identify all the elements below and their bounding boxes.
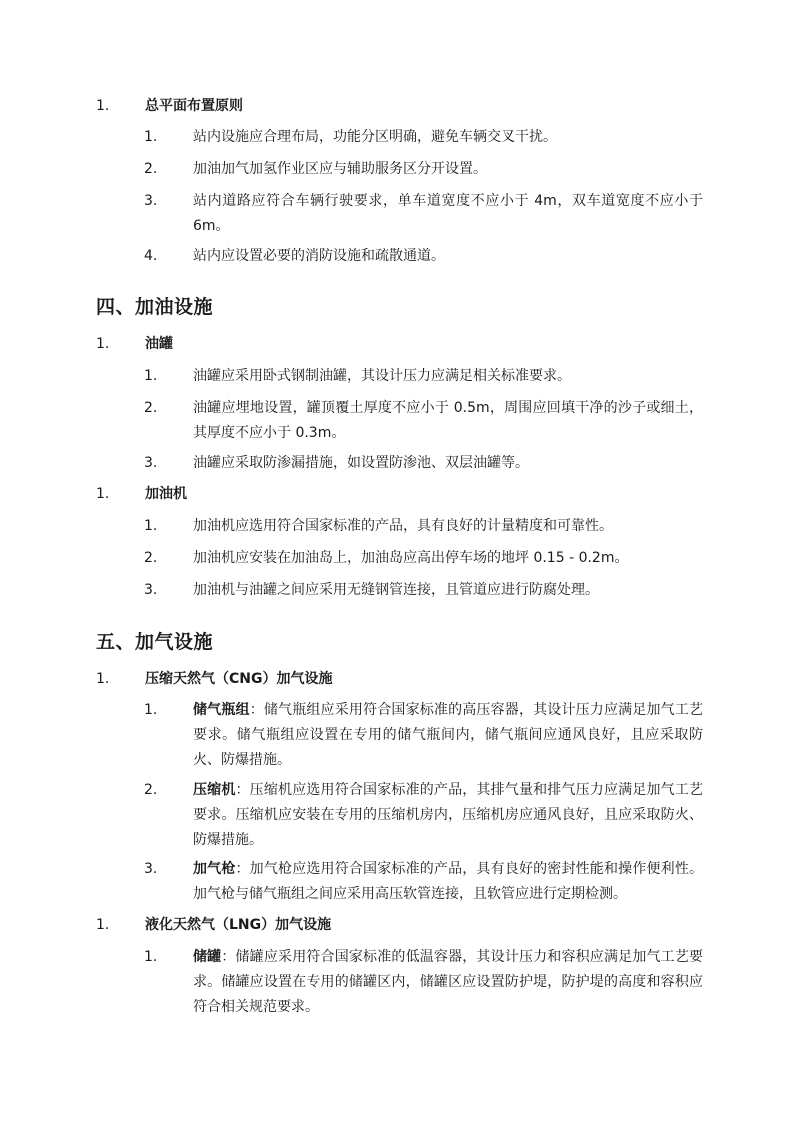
subheading-title: 加油机: [145, 486, 187, 502]
list-item-body: ：储气瓶组应采用符合国家标准的高压容器，其设计压力应满足加气工艺要求。储气瓶组应设置在专用的储气瓶间内，储气瓶间应通风良好，且应采取防火、防爆措施。: [193, 702, 703, 768]
subheading-dispenser: [96, 483, 706, 505]
subheading-lng: [96, 914, 706, 936]
list-item-body: ：储罐应采用符合国家标准的低温容器，其设计压力和容积应满足加气工艺要求。储罐应设置在专用的储罐区内，储罐区应设置防护堤，防护堤的高度和容积应符合相关规范要求。: [193, 949, 703, 1015]
section-heading-refueling: 四、加油设施: [96, 296, 214, 318]
list-item-number: 4.: [144, 248, 158, 264]
list-item-text: [193, 945, 703, 1020]
list-item-label: 储罐: [193, 949, 222, 965]
list-item-number: 1.: [144, 702, 158, 718]
list-item-number: 3.: [144, 861, 158, 877]
list-item-label: 压缩机: [193, 782, 236, 798]
list-item-number: 1.: [144, 518, 158, 534]
subheading-title: 液化天然气（LNG）加气设施: [145, 917, 332, 933]
list-item-text: 加油机应选用符合国家标准的产品，具有良好的计量精度和可靠性。: [193, 518, 613, 534]
list-item-number: 2.: [144, 550, 158, 566]
subheading-oil-tank: [96, 333, 706, 355]
list-item-number: 2.: [144, 782, 158, 798]
list-item-text: 油罐应埋地设置，罐顶覆土厚度不应小于 0.5m，周围应回填干净的沙子或细土，其厚度不应小于 0.3m。: [193, 400, 703, 441]
subheading-number: 1.: [96, 336, 110, 352]
list-item-text: 加油机应安装在加油岛上，加油岛应高出停车场的地坪 0.15 - 0.2m。: [193, 550, 629, 566]
subheading-title: 总平面布置原则: [145, 98, 243, 114]
list-item-number: 2.: [144, 161, 158, 177]
list-item-label: 储气瓶组: [193, 702, 250, 718]
list-item-text: [193, 778, 703, 853]
subheading-number: 1.: [96, 486, 110, 502]
subheading-title: 压缩天然气（CNG）加气设施: [145, 671, 333, 687]
subheading-number: 1.: [96, 671, 110, 687]
list-item-number: 2.: [144, 400, 158, 416]
list-item-number: 3.: [144, 455, 158, 471]
subheading-site-layout: [96, 95, 706, 117]
list-item-text: 站内设施应合理布局，功能分区明确，避免车辆交叉干扰。: [193, 129, 557, 145]
list-item-number: 3.: [144, 193, 158, 209]
list-item-text: 油罐应采取防渗漏措施，如设置防渗池、双层油罐等。: [193, 455, 529, 471]
list-item-text: [193, 857, 703, 907]
section-heading-gas-filling: 五、加气设施: [96, 631, 214, 653]
list-item-text: [193, 698, 703, 773]
list-item-number: 1.: [144, 949, 158, 965]
list-item-body: ：压缩机应选用符合国家标准的产品，其排气量和排气压力应满足加气工艺要求。压缩机应安装在专用的压缩机房内，压缩机房应通风良好，且应采取防火、防爆措施。: [193, 782, 703, 848]
list-item-number: 1.: [144, 129, 158, 145]
list-item-text: 站内应设置必要的消防设施和疏散通道。: [193, 248, 445, 264]
subheading-number: 1.: [96, 98, 110, 114]
list-item-label: 加气枪: [193, 861, 236, 877]
list-item-number: 1.: [144, 368, 158, 384]
list-item-text: 加油机与油罐之间应采用无缝钢管连接，且管道应进行防腐处理。: [193, 582, 599, 598]
list-item-number: 3.: [144, 582, 158, 598]
list-item-text: 油罐应采用卧式钢制油罐，其设计压力应满足相关标准要求。: [193, 368, 571, 384]
subheading-number: 1.: [96, 917, 110, 933]
subheading-cng: [96, 668, 706, 690]
subheading-title: 油罐: [145, 336, 173, 352]
list-item-body: ：加气枪应选用符合国家标准的产品，具有良好的密封性能和操作便利性。加气枪与储气瓶组之间应采用高压软管连接，且软管应进行定期检测。: [193, 861, 703, 902]
list-item-text: 站内道路应符合车辆行驶要求，单车道宽度不应小于 4m，双车道宽度不应小于 6m。: [193, 193, 703, 234]
list-item-text: 加油加气加氢作业区应与辅助服务区分开设置。: [193, 161, 487, 177]
